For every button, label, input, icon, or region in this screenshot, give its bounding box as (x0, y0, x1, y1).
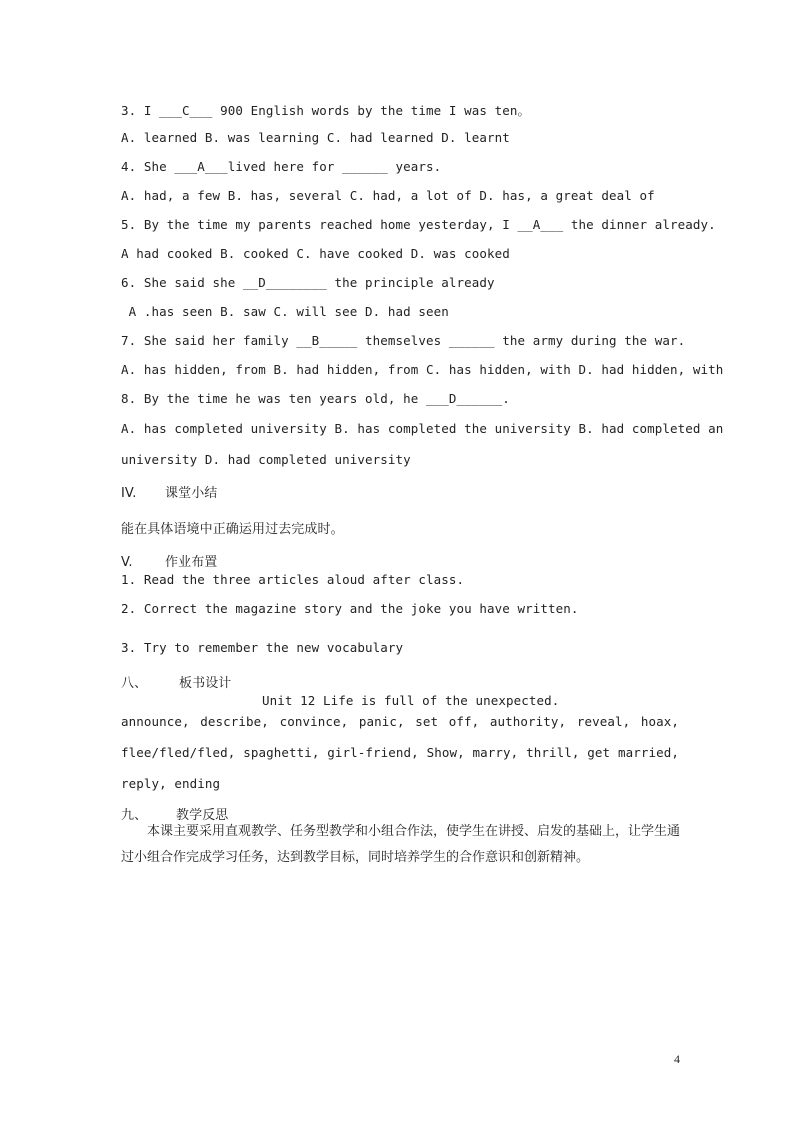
exercise-line-8: 8. By the time he was ten years old, he ___D______. (121, 391, 510, 406)
section-8-number: 八、 (121, 676, 148, 691)
section-4-heading (121, 482, 217, 501)
section-4-number: IV. (121, 486, 137, 501)
vocab-line-1: announce, describe, convince, panic, set off, authority, reveal, hoax, (121, 714, 679, 729)
section-8-heading (121, 672, 231, 691)
reflection-paragraph: 本课主要采用直观教学、任务型教学和小组合作法，使学生在讲授、启发的基础上，让学生通过小组合作完成学习任务，达到教学目标，同时培养学生的合作意识和创新精神。 (121, 824, 681, 865)
vocab-line-3: reply, ending (121, 776, 221, 791)
exercise-options-7: A. has hidden, from B. had hidden, from C. has hidden, with D. had hidden, with (121, 362, 724, 377)
exercise-line-3: 3. I ___C___ 900 English words by the time I was ten。 (121, 103, 531, 118)
section-5-number: V. (121, 555, 133, 570)
exercise-line-7: 7. She said her family __B_____ themselves ______ the army during the war. (121, 333, 686, 348)
exercise-options-4: A. had, a few B. has, several C. had, a lot of D. has, a great deal of (121, 188, 655, 203)
exercise-line-5: 5. By the time my parents reached home yesterday, I __A___ the dinner already. (121, 217, 716, 232)
homework-item-2: 2. Correct the magazine story and the joke you have written. (121, 601, 579, 616)
board-unit-title: Unit 12 Life is full of the unexpected. (262, 693, 560, 708)
exercise-options-8-cont: university D. had completed university (121, 452, 411, 467)
section-5-title: 作业布置 (165, 555, 218, 570)
section-9-number: 九、 (121, 808, 148, 823)
exercise-options-3: A. learned B. was learning C. had learned D. learnt (121, 130, 510, 145)
vocab-line-2: flee/fled/fled, spaghetti, girl-friend, Show, marry, thrill, get married, (121, 745, 679, 760)
section-5-heading (121, 551, 217, 570)
page-number: 4 (674, 1052, 680, 1066)
section-4-title: 课堂小结 (165, 486, 218, 501)
exercise-options-5: A had cooked B. cooked C. have cooked D. was cooked (121, 246, 510, 261)
homework-item-1: 1. Read the three articles aloud after class. (121, 572, 465, 587)
exercise-options-8: A. has completed university B. has completed the university B. had completed an (121, 421, 724, 436)
exercise-line-6: 6. She said she __D________ the principle already (121, 275, 495, 290)
section-8-title: 板书设计 (179, 676, 232, 691)
section-4-body: 能在具体语境中正确运用过去完成时。 (121, 522, 344, 537)
exercise-line-4: 4. She ___A___lived here for ______ years. (121, 159, 442, 174)
section-9-title: 教学反思 (176, 808, 229, 823)
homework-item-3: 3. Try to remember the new vocabulary (121, 640, 404, 655)
exercise-options-6: A .has seen B. saw C. will see D. had seen (121, 304, 449, 319)
